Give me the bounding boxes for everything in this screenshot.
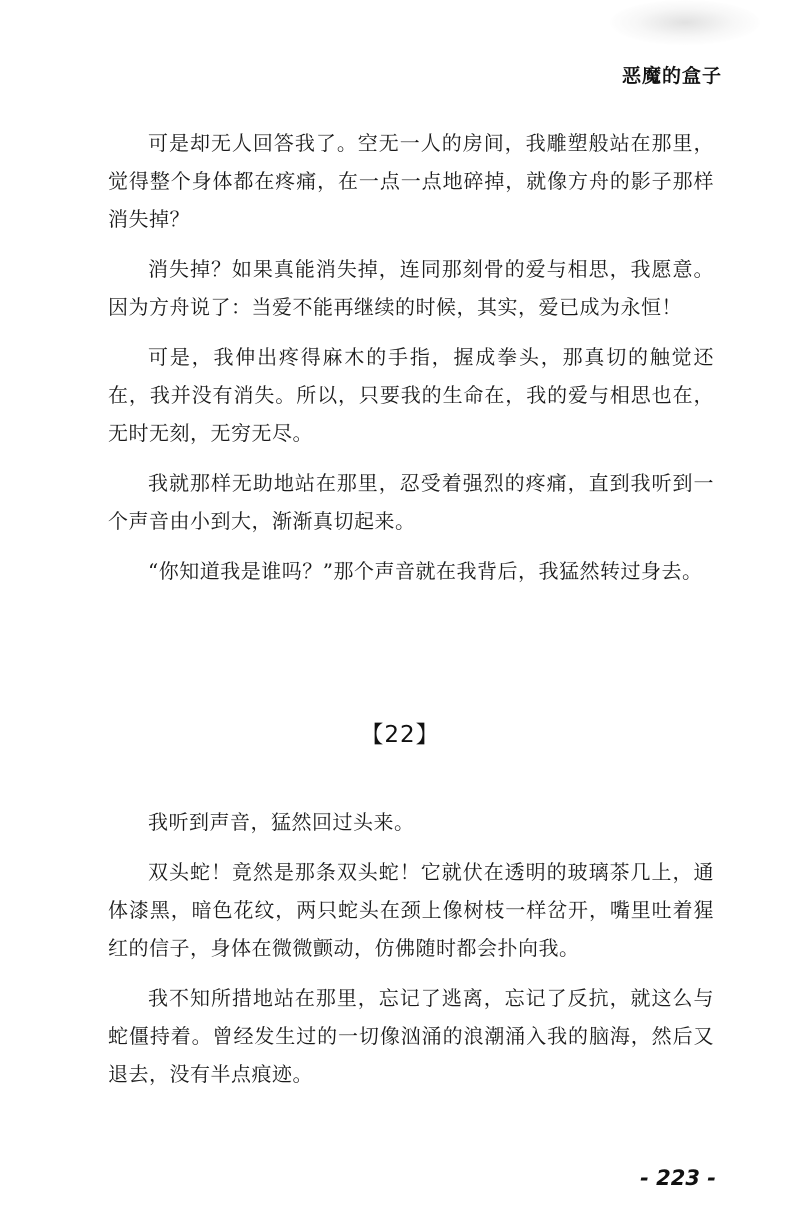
paragraph: 我不知所措地站在那里，忘记了逃离，忘记了反抗，就这么与蛇僵持着。曾经发生过的一切像汹涌的浪潮涌入我的脑海，然后又退去，没有半点痕迹。 <box>108 986 714 1086</box>
paragraph: 可是，我伸出疼得麻木的手指，握成拳头，那真切的触觉还在，我并没有消失。所以，只要我的生命在，我的爱与相思也在，无时无刻，无穷无尽。 <box>108 345 714 445</box>
scan-smudge <box>610 0 760 45</box>
text-section-before-chapter <box>108 124 714 602</box>
text-section-chapter-22 <box>108 803 714 1105</box>
paragraph: 我听到声音，猛然回过头来。 <box>148 810 415 834</box>
page-number: - 223 - <box>640 1166 716 1190</box>
running-head-title: 恶魔的盒子 <box>621 65 722 87</box>
paragraph: 我就那样无助地站在那里，忍受着强烈的疼痛，直到我听到一个声音由小到大，渐渐真切起来。 <box>108 471 714 533</box>
chapter-heading: 【22】 <box>360 722 440 748</box>
paragraph: 双头蛇！竟然是那条双头蛇！它就伏在透明的玻璃茶几上，通体漆黑，暗色花纹，两只蛇头在颈上像树枝一样岔开，嘴里吐着猩红的信子，身体在微微颤动，仿佛随时都会扑向我。 <box>108 860 714 960</box>
paragraph: “你知道我是谁吗？”那个声音就在我背后，我猛然转过身去。 <box>148 559 703 583</box>
paragraph: 可是却无人回答我了。空无一人的房间，我雕塑般站在那里，觉得整个身体都在疼痛，在一点一点地碎掉，就像方舟的影子那样消失掉？ <box>108 131 714 231</box>
paragraph: 消失掉？如果真能消失掉，连同那刻骨的爱与相思，我愿意。因为方舟说了：当爱不能再继续的时候，其实，爱已成为永恒！ <box>108 257 714 319</box>
